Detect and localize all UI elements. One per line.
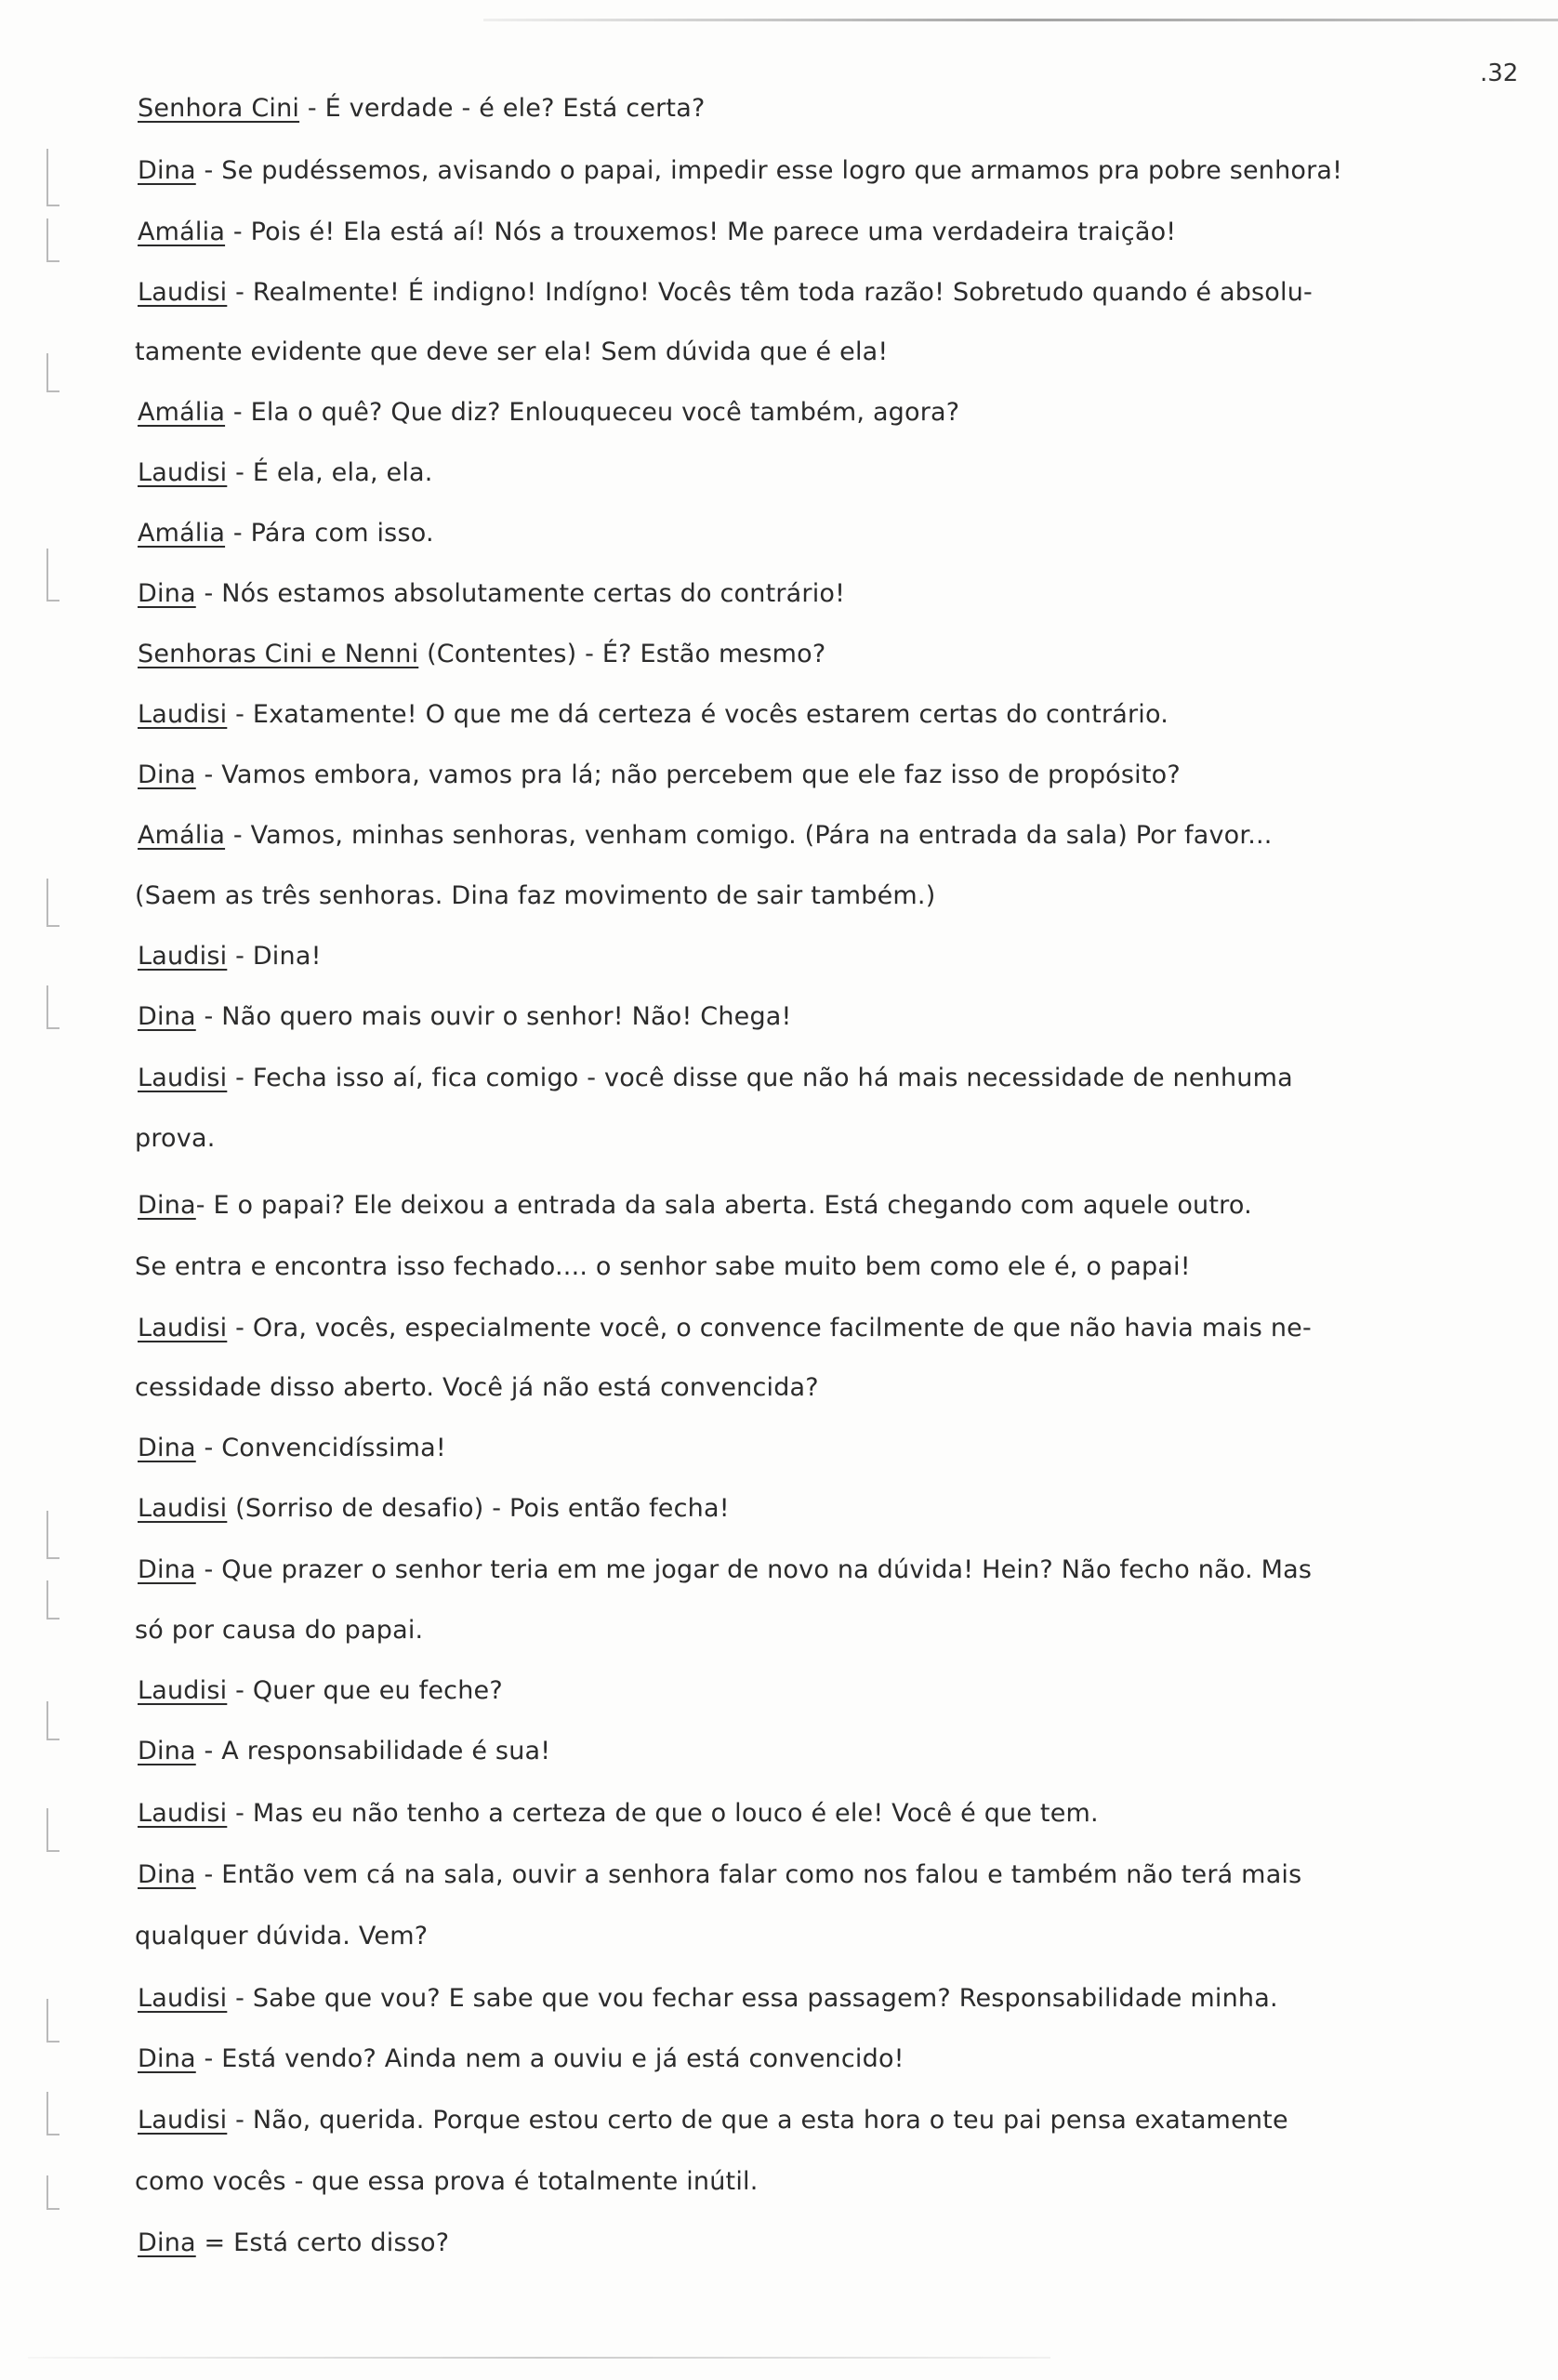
margin-mark xyxy=(46,1808,59,1852)
dialogue-line xyxy=(138,1798,1532,1830)
dialogue-line xyxy=(138,1493,1532,1525)
dialogue-line xyxy=(135,1615,1529,1646)
dialogue-line xyxy=(135,1123,1529,1155)
line-text: - Vamos, minhas senhoras, venham comigo. (Pára na entrada da sala) Por favor... xyxy=(225,821,1273,850)
speaker-name: Dina xyxy=(138,156,196,185)
dialogue-line xyxy=(138,1313,1532,1344)
dialogue-line xyxy=(138,457,1532,489)
line-text: - Dina! xyxy=(227,942,322,971)
margin-mark xyxy=(46,1701,59,1740)
line-text: como vocês - que essa prova é totalmente inútil. xyxy=(135,2167,759,2196)
speaker-name: Dina xyxy=(138,1555,196,1584)
line-text: - Mas eu não tenho a certeza de que o louco é ele! Você é que tem. xyxy=(227,1799,1099,1828)
speaker-name: Dina xyxy=(138,2228,196,2257)
line-text: - Realmente! É indigno! Indígno! Vocês têm toda razão! Sobretudo quando é absolu- xyxy=(227,278,1313,307)
dialogue-line xyxy=(138,578,1532,610)
dialogue-line xyxy=(135,1921,1529,1952)
line-text: - Ora, vocês, especialmente você, o convence facilmente de que não havia mais ne- xyxy=(227,1314,1312,1342)
dialogue-line xyxy=(135,2166,1529,2198)
line-text: - Que prazer o senhor teria em me jogar de novo na dúvida! Hein? Não fecho não. Mas xyxy=(195,1555,1313,1584)
speaker-name: Dina xyxy=(138,1860,196,1889)
line-text: - Quer que eu feche? xyxy=(227,1676,503,1705)
line-text: - É ela, ela, ela. xyxy=(227,458,433,487)
speaker-name: Senhoras Cini e Nenni xyxy=(138,640,419,668)
line-text: - Não quero mais ouvir o senhor! Não! Chega! xyxy=(195,1002,792,1031)
dialogue-line xyxy=(138,760,1532,791)
speaker-name: Laudisi xyxy=(138,1676,228,1705)
dialogue-line xyxy=(138,1190,1532,1222)
stage-direction xyxy=(135,880,1529,912)
dialogue-line xyxy=(135,337,1529,368)
line-text: - Está vendo? Ainda nem a ouviu e já está convencido! xyxy=(195,2044,904,2073)
line-text: = Está certo disso? xyxy=(195,2228,450,2257)
line-text: - Fecha isso aí, fica comigo - você disse que não há mais necessidade de nenhuma xyxy=(227,1064,1293,1092)
speaker-name: Amália xyxy=(138,519,226,548)
dialogue-line xyxy=(138,217,1532,248)
speaker-name: Dina xyxy=(138,1002,196,1031)
line-text: - Então vem cá na sala, ouvir a senhora falar como nos falou e também não terá mais xyxy=(195,1860,1302,1889)
dialogue-line xyxy=(138,1554,1532,1586)
speaker-name: Laudisi xyxy=(138,700,228,729)
line-text: Se entra e encontra isso fechado.... o senhor sabe muito bem como ele é, o papai! xyxy=(135,1252,1191,1281)
margin-mark xyxy=(46,2175,59,2210)
dialogue-line xyxy=(138,1433,1532,1464)
margin-mark xyxy=(46,149,59,206)
speaker-name: Laudisi xyxy=(138,1064,228,1092)
speaker-name: Senhora Cini xyxy=(138,94,300,123)
line-text: - Convencidíssima! xyxy=(195,1434,446,1462)
speaker-name: Laudisi xyxy=(138,1984,228,2013)
line-text: - Nós estamos absolutamente certas do contrário! xyxy=(195,579,846,608)
speaker-name: Dina xyxy=(138,760,196,789)
page-number: .32 xyxy=(1480,60,1519,87)
line-text: - A responsabilidade é sua! xyxy=(195,1737,551,1765)
dialogue-line xyxy=(138,93,1532,125)
dialogue-line xyxy=(138,397,1532,429)
margin-mark xyxy=(46,218,59,262)
dialogue-line xyxy=(138,699,1532,731)
margin-mark xyxy=(46,2092,59,2135)
dialogue-line xyxy=(138,1063,1532,1094)
dialogue-line xyxy=(138,1001,1532,1033)
margin-mark xyxy=(46,1999,59,2043)
speaker-name: Dina xyxy=(138,1191,196,1220)
speaker-name: Laudisi xyxy=(138,942,228,971)
dialogue-line xyxy=(138,1736,1532,1767)
margin-mark xyxy=(46,1580,59,1620)
line-text: prova. xyxy=(135,1124,216,1153)
dialogue-line xyxy=(138,518,1532,549)
line-text: - Se pudéssemos, avisando o papai, impedir esse logro que armamos pra pobre senhora! xyxy=(195,156,1343,185)
speaker-name: Laudisi xyxy=(138,1314,228,1342)
line-text: (Saem as três senhoras. Dina faz movimento de sair também.) xyxy=(135,881,936,910)
margin-mark xyxy=(46,1511,59,1559)
scan-bottom-edge xyxy=(28,2357,1050,2359)
dialogue-line xyxy=(138,1983,1532,2015)
speaker-name: Dina xyxy=(138,1737,196,1765)
line-text: - Exatamente! O que me dá certeza é vocês estarem certas do contrário. xyxy=(227,700,1168,729)
dialogue-line xyxy=(135,1372,1529,1404)
dialogue-line xyxy=(138,820,1532,852)
line-text: só por causa do papai. xyxy=(135,1616,424,1645)
scan-top-edge xyxy=(483,19,1558,21)
line-text: - Sabe que vou? E sabe que vou fechar essa passagem? Responsabilidade minha. xyxy=(227,1984,1278,2013)
dialogue-line xyxy=(138,1859,1532,1891)
dialogue-line xyxy=(138,2105,1532,2136)
speaker-name: Amália xyxy=(138,821,226,850)
line-text: - Ela o quê? Que diz? Enlouqueceu você também, agora? xyxy=(225,398,960,427)
line-text: tamente evidente que deve ser ela! Sem dúvida que é ela! xyxy=(135,337,889,366)
dialogue-line xyxy=(138,277,1532,309)
line-text: - É verdade - é ele? Está certa? xyxy=(299,94,706,123)
dialogue-line xyxy=(138,1675,1532,1707)
line-text: qualquer dúvida. Vem? xyxy=(135,1922,429,1950)
line-text: (Sorriso de desafio) - Pois então fecha! xyxy=(227,1494,730,1523)
dialogue-line xyxy=(138,2228,1532,2259)
speaker-name: Laudisi xyxy=(138,1799,228,1828)
dialogue-line xyxy=(138,639,1532,670)
line-text: - Pois é! Ela está aí! Nós a trouxemos! Me parece uma verdadeira traição! xyxy=(225,218,1177,246)
speaker-name: Laudisi xyxy=(138,458,228,487)
line-text: - Vamos embora, vamos pra lá; não percebem que ele faz isso de propósito? xyxy=(195,760,1181,789)
dialogue-line xyxy=(138,2043,1532,2075)
dialogue-line xyxy=(138,941,1532,972)
margin-mark xyxy=(46,985,59,1029)
speaker-name: Laudisi xyxy=(138,2106,228,2135)
margin-mark xyxy=(46,879,59,927)
dialogue-line xyxy=(138,155,1532,187)
line-text: cessidade disso aberto. Você já não está convencida? xyxy=(135,1373,819,1402)
speaker-name: Dina xyxy=(138,2044,196,2073)
margin-mark xyxy=(46,549,59,602)
speaker-name: Dina xyxy=(138,579,196,608)
speaker-name: Amália xyxy=(138,218,226,246)
speaker-name: Dina xyxy=(138,1434,196,1462)
speaker-name: Laudisi xyxy=(138,1494,228,1523)
line-text: (Contentes) - É? Estão mesmo? xyxy=(418,640,826,668)
line-text: - Pára com isso. xyxy=(225,519,434,548)
margin-mark xyxy=(46,353,59,392)
line-text: - E o papai? Ele deixou a entrada da sala aberta. Está chegando com aquele outro. xyxy=(195,1191,1252,1220)
speaker-name: Amália xyxy=(138,398,226,427)
dialogue-line xyxy=(135,1251,1529,1283)
line-text: - Não, querida. Porque estou certo de que a esta hora o teu pai pensa exatamente xyxy=(227,2106,1288,2135)
speaker-name: Laudisi xyxy=(138,278,228,307)
